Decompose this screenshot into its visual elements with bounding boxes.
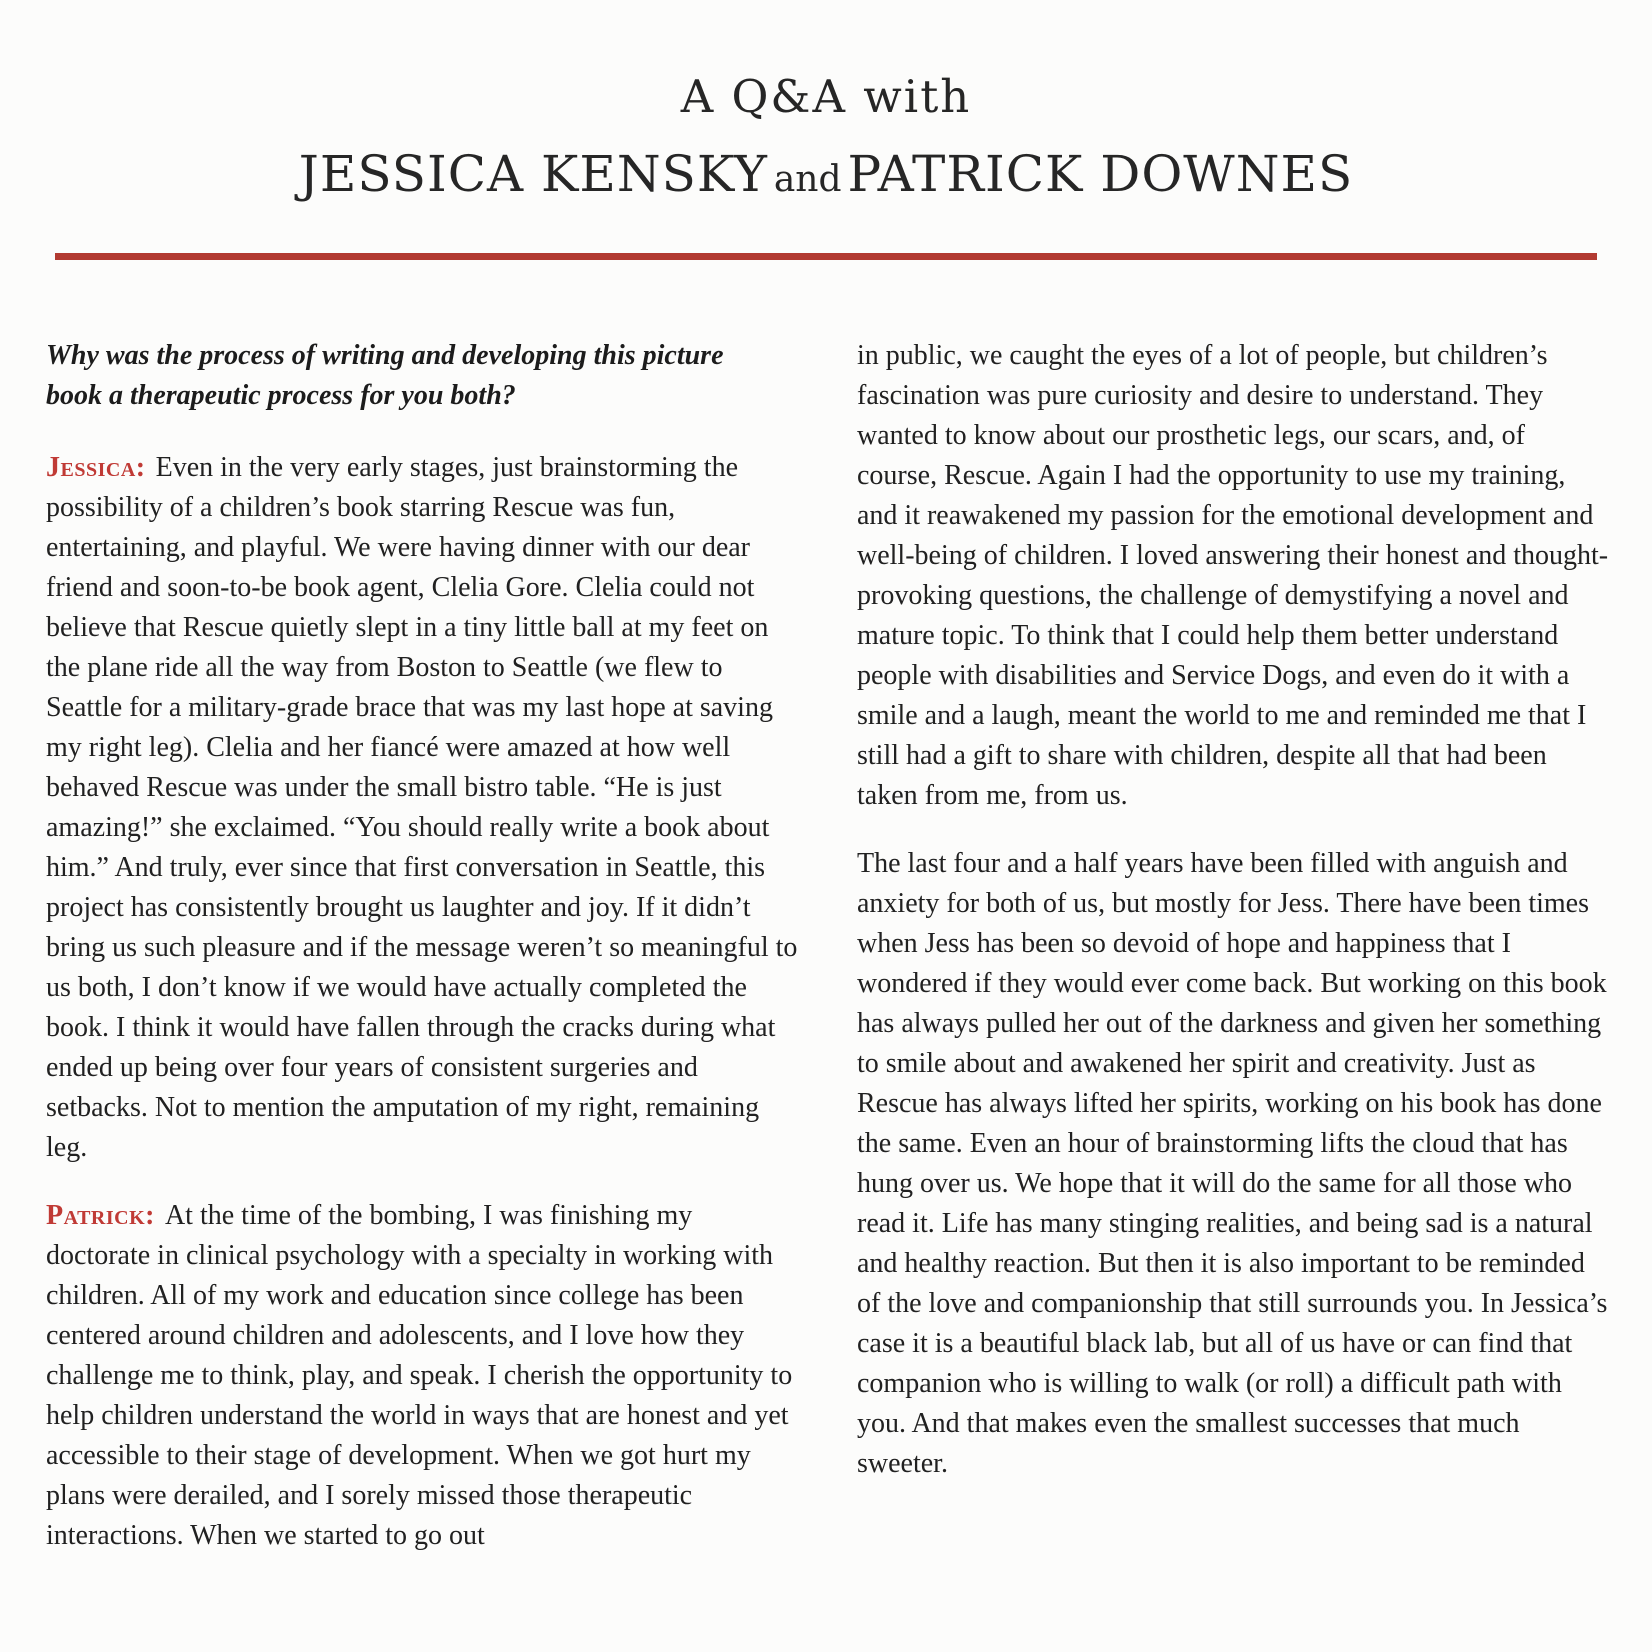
answer-jessica [46,448,801,1168]
two-column-body [0,260,1652,1556]
answer-patrick [46,1196,801,1556]
speaker-label-patrick: Patrick: [46,1200,155,1231]
page-header [0,0,1652,203]
right-column [857,336,1612,1556]
answer-patrick-closing: The last four and a half years have been filled with anguish and anxiety for both of us, but mostly for Jess. There have been times when Jess has been so devoid of hope and happiness that I wondered if they would ever come back. But working on this book has always pulled her out of the darkness and given her something to smile about and awakened her spirit and creativity. Just as Rescue has always lifted her spirits, working on his book has done the same. Even an hour of brainstorming lifts the cloud that has hung over us. We hope that it will do the same for all those who read it. Life has many stinging realities, and being sad is a natural and healthy reaction. But then it is also important to be reminded of the love and companionship that still surrounds you. In Jessica’s case it is a beautiful black lab, but all of us have or can find that companion who is willing to walk (or roll) a difficult path with you. And that makes even the smallest successes that much sweeter. [857,848,1608,1479]
title-name-patrick: PATRICK DOWNES [847,145,1354,203]
interview-question: Why was the process of writing and developing this picture book a therapeutic process for you both? [46,340,724,411]
title-name-jessica: JESSICA KENSKY [298,145,768,203]
title-conjunction: and [773,159,842,200]
red-divider-rule [55,253,1597,260]
answer-jessica-text: Even in the very early stages, just brainstorming the possibility of a children’s book starring Rescue was fun, entertaining, and playful. We were having dinner with our dear friend and soon-to-be book agent, Clelia Gore. Clelia could not believe that Rescue quietly slept in a tiny little ball at my feet on the plane ride all the way from Boston to Seattle (we flew to Seattle for a military-grade brace that was my last hope at saving my right leg). Clelia and her fiancé were amazed at how well behaved Rescue was under the small bistro table. “He is just amazing!” she exclaimed. “You should really write a book about him.” And truly, ever since that first conversation in Seattle, this project has consistently brought us laughter and joy. If it didn’t bring us such pleasure and if the message weren’t so meaningful to us both, I don’t know if we would have actually completed the book. I think it would have fallen through the cracks during what ended up being over four years of consistent surgeries and setbacks. Not to mention the amputation of my right, remaining leg. [46,452,798,1163]
speaker-label-jessica: Jessica: [46,452,146,483]
page-title-line1: A Q&A with [680,70,972,123]
left-column [46,336,801,1556]
page-title-names [0,145,1652,203]
answer-patrick-continued: in public, we caught the eyes of a lot of people, but children’s fascination was pure curiosity and desire to understand. They wanted to know about our prosthetic legs, our scars, and, of course, Rescue. Again I had the opportunity to use my training, and it reawakened my passion for the emotional development and well-being of children. I loved answering their honest and thought-provoking questions, the challenge of demystifying a novel and mature topic. To think that I could help them better understand people with disabilities and Service Dogs, and even do it with a smile and a laugh, meant the world to me and reminded me that I still had a gift to share with children, despite all that had been taken from me, from us. [857,340,1609,811]
answer-patrick-text: At the time of the bombing, I was finishing my doctorate in clinical psychology with a specialty in working with children. All of my work and education since college has been centered around children and adolescents, and I love how they challenge me to think, play, and speak. I cherish the opportunity to help children understand the world in ways that are honest and yet accessible to their stage of development. When we got hurt my plans were derailed, and I sorely missed those therapeutic interactions. When we started to go out [46,1200,793,1551]
